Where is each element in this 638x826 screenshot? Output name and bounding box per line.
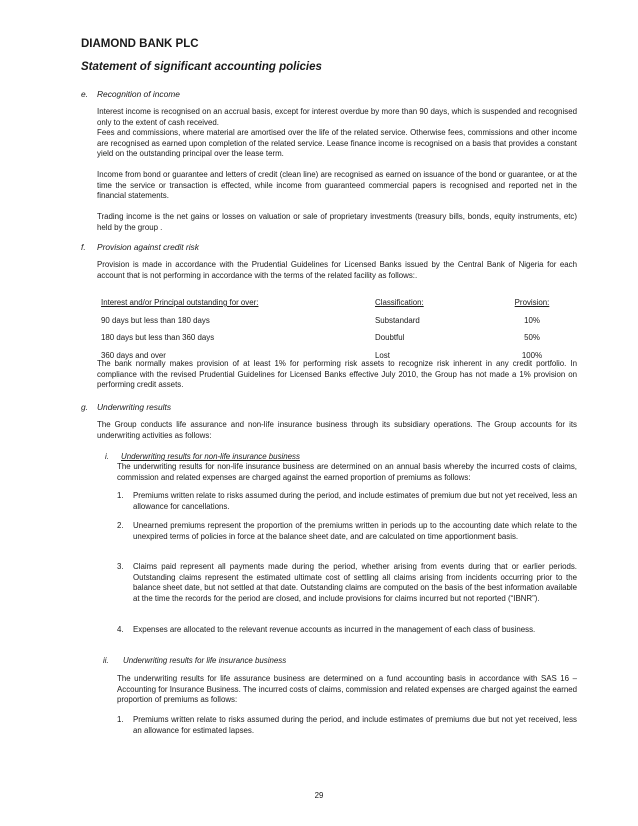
section-f-letter: f. xyxy=(81,242,86,252)
list-item xyxy=(117,562,577,604)
subsection-ii-heading xyxy=(103,656,286,665)
section-g-letter: g. xyxy=(81,402,88,412)
table-header-outstanding: Interest and/or Principal outstanding for over: xyxy=(101,298,259,307)
list-item xyxy=(117,625,577,636)
table-cell: 100% xyxy=(521,350,543,360)
list-item xyxy=(117,491,577,512)
subsection-ii-intro: The underwriting results for life assurance business are determined on a fund accounting basis in accordance with SAS 16 – Accounting for Insurance Business. The incurred costs of claims, commission and related expenses are charged against the earned proportion of premiums as follows: xyxy=(117,674,577,705)
list-item-number: 1. xyxy=(117,491,124,500)
table-header-row xyxy=(101,298,571,316)
list-item-number: 1. xyxy=(117,715,124,724)
list-item xyxy=(117,521,577,542)
section-e-paragraph-2: Income from bond or guarantee and letters of credit (clean line) are recognised as earned on issuance of the bond or guarantee, or at the time the service or transaction is effected, while income from guaranteed commercial papers is recognised and reported net in the financial statements. xyxy=(97,170,577,201)
list-item-number: 2. xyxy=(117,521,124,530)
page-number: 29 xyxy=(314,791,324,800)
section-f-title: Provision against credit risk xyxy=(97,242,199,252)
list-item xyxy=(117,715,577,736)
table-cell: Substandard xyxy=(375,315,420,325)
list-item-text: Claims paid represent all payments made during the period, whether arising from events during that or earlier periods. Outstanding claims represent the estimated ultimate cost of settling all claims arising from incidents occurring prior to the balance sheet date, but not settled at that date. Outstanding claims are computed on the basis of the best information available at the time the records for the period are closed, and include provisions for claims incurred but not reported (“IBNR”). xyxy=(133,562,577,603)
table-row xyxy=(101,333,571,351)
table-cell: 50% xyxy=(524,333,540,342)
section-e-letter: e. xyxy=(81,89,88,99)
section-f-paragraph-2: The bank normally makes provision of at least 1% for performing risk assets to recognize risk inherent in any credit portfolio. In compliance with the revised Prudential Guidelines for Licensed Banks effective July 2010, the Group has not made a 1% provision on performing credit assets. xyxy=(97,359,577,390)
table-cell: Lost xyxy=(375,350,390,360)
section-f-paragraph-1: Provision is made in accordance with the Prudential Guidelines for Licensed Banks issued by the Central Bank of Nigeria for each account that is not performing in accordance with the terms of the related facility as follows:. xyxy=(97,260,577,280)
table-cell: 180 days but less than 360 days xyxy=(101,333,215,342)
section-e-title: Recognition of income xyxy=(97,89,180,99)
section-g-heading xyxy=(81,402,171,412)
table-cell: 360 days and over xyxy=(101,350,166,360)
table-header-classification: Classification: xyxy=(375,298,424,307)
provision-table xyxy=(101,298,571,368)
section-e-paragraph-1 xyxy=(97,107,577,160)
section-f-heading xyxy=(81,242,199,252)
list-item-text: Unearned premiums represent the proportion of the premiums written in periods up to the accounting date which relate to the unexpired terms of policies in force at the balance sheet date, and are calculated on time apportionment basis. xyxy=(133,521,577,541)
page-title: Statement of significant accounting policies xyxy=(81,61,322,73)
list-item-number: 4. xyxy=(117,625,124,634)
list-item-text: Expenses are allocated to the relevant revenue accounts as incurred in the management of each class of business. xyxy=(133,625,536,634)
section-e-p1: Interest income is recognised on an accrual basis, except for interest overdue by more than 90 days, which is suspended and recognised only to the extent of cash received. xyxy=(97,107,577,127)
subsection-i-number: i. xyxy=(105,452,109,461)
list-item-number: 3. xyxy=(117,562,124,571)
table-row xyxy=(101,316,571,334)
section-e-heading xyxy=(81,89,180,99)
section-e-p1b: Fees and commissions, where material are amortised over the life of the related service. Otherwise fees, commissions and other income are recognised as earned upon completion of the related service. Lease finance income is recognised on a basis that provides a constant yield on the outstanding principal over the lease term. xyxy=(97,128,577,159)
list-item-text: Premiums written relate to risks assumed during the period, and include estimates of premium due but not yet received, less an allowance for cancellations. xyxy=(133,491,577,511)
company-name: DIAMOND BANK PLC xyxy=(81,38,199,50)
subsection-i-intro: The underwriting results for non-life insurance business are determined on an annual basis whereby the incurred costs of claims, commission and related expenses are charged against the earned proportion of premiums as follows: xyxy=(117,462,577,482)
table-cell: 90 days but less than 180 days xyxy=(101,315,210,325)
table-header-provision: Provision: xyxy=(514,298,550,307)
section-g-paragraph-1: The Group conducts life assurance and non-life insurance business through its subsidiary operations. The Group accounts for its underwriting activities as follows: xyxy=(97,420,577,440)
section-g-title: Underwriting results xyxy=(97,402,172,412)
subsection-ii-number: ii. xyxy=(103,656,109,665)
subsection-ii-title: Underwriting results for life insurance business xyxy=(123,656,287,665)
subsection-i-heading xyxy=(105,452,300,461)
table-cell: Doubtful xyxy=(375,333,405,342)
section-e-paragraph-3: Trading income is the net gains or losses on valuation or sale of proprietary investments (treasury bills, bonds, equity instruments, etc) held by the group . xyxy=(97,212,577,232)
list-item-text: Premiums written relate to risks assumed during the period, and include estimates of premiums due but not yet received, less an allowance for estimated lapses. xyxy=(133,715,577,735)
subsection-i-title: Underwriting results for non-life insurance business xyxy=(121,452,300,461)
table-cell: 10% xyxy=(524,315,540,325)
